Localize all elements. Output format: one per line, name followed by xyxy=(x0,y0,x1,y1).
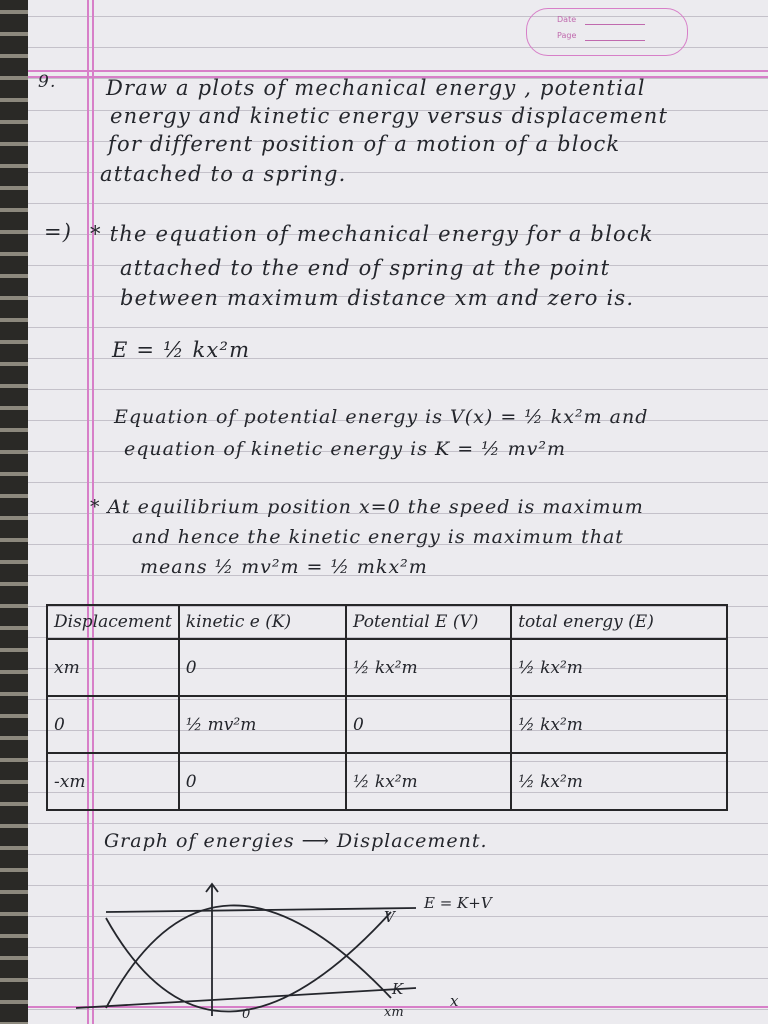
equilibrium-line-2: and hence the kinetic energy is maximum that xyxy=(132,526,624,548)
table-row xyxy=(47,753,727,810)
header-potential: Potential E (V) xyxy=(346,605,511,639)
xm-label: xm xyxy=(384,1005,404,1018)
pe-ke-line-1: Equation of potential energy is V(x) = ½ kx²m and xyxy=(114,406,649,428)
mechanical-energy-equation: E = ½ kx²m xyxy=(112,338,251,362)
cell-total: ½ kx²m xyxy=(511,639,727,696)
equilibrium-line-3: means ½ mv²m = ½ mkx²m xyxy=(140,556,428,578)
cell-total: ½ kx²m xyxy=(511,696,727,753)
header-total: total energy (E) xyxy=(511,605,727,639)
question-line-1: Draw a plots of mechanical energy , potential xyxy=(106,76,646,100)
table-row xyxy=(47,696,727,753)
cell-kinetic: ½ mv²m xyxy=(179,696,346,753)
graph-title: Graph of energies ⟶ Displacement. xyxy=(104,830,488,852)
cell-displacement: xm xyxy=(47,639,179,696)
origin-label: 0 xyxy=(242,1007,251,1018)
date-page-box xyxy=(526,8,688,56)
cell-kinetic: 0 xyxy=(179,639,346,696)
date-label: Date xyxy=(557,15,577,24)
cell-total: ½ kx²m xyxy=(511,753,727,810)
cell-displacement: 0 xyxy=(47,696,179,753)
potential-label: V xyxy=(384,908,395,926)
header-displacement: Displacement xyxy=(47,605,179,639)
header-kinetic: kinetic e (K) xyxy=(179,605,346,639)
energy-graph xyxy=(46,868,496,1018)
table-row xyxy=(47,639,727,696)
answer-arrow: =) xyxy=(44,220,73,244)
energy-table xyxy=(46,604,728,811)
cell-potential: ½ kx²m xyxy=(346,639,511,696)
equilibrium-line-1: * At equilibrium position x=0 the speed is maximum xyxy=(90,496,644,518)
cell-displacement: -xm xyxy=(47,753,179,810)
page-blank xyxy=(585,40,645,41)
header-rule xyxy=(28,70,768,72)
question-line-3: for different position of a motion of a block xyxy=(108,132,621,156)
cell-potential: 0 xyxy=(346,696,511,753)
spiral-binding xyxy=(0,0,28,1024)
question-line-2: energy and kinetic energy versus displacement xyxy=(110,104,669,128)
potential-energy-curve xyxy=(106,912,391,1012)
x-axis-label: x xyxy=(450,992,459,1010)
page-label: Page xyxy=(557,31,577,40)
intro-line-1: * the equation of mechanical energy for a block xyxy=(90,222,654,246)
question-line-4: attached to a spring. xyxy=(100,162,347,186)
intro-line-3: between maximum distance xm and zero is. xyxy=(120,286,635,310)
cell-kinetic: 0 xyxy=(179,753,346,810)
intro-line-2: attached to the end of spring at the point xyxy=(120,256,611,280)
cell-potential: ½ kx²m xyxy=(346,753,511,810)
kinetic-label: K xyxy=(392,980,404,998)
question-number: 9. xyxy=(38,72,57,92)
total-energy-label: E = K+V xyxy=(424,894,492,912)
date-blank xyxy=(585,24,645,25)
table-header-row xyxy=(47,605,727,639)
pe-ke-line-2: equation of kinetic energy is K = ½ mv²m xyxy=(124,438,567,460)
x-axis xyxy=(76,988,416,1008)
